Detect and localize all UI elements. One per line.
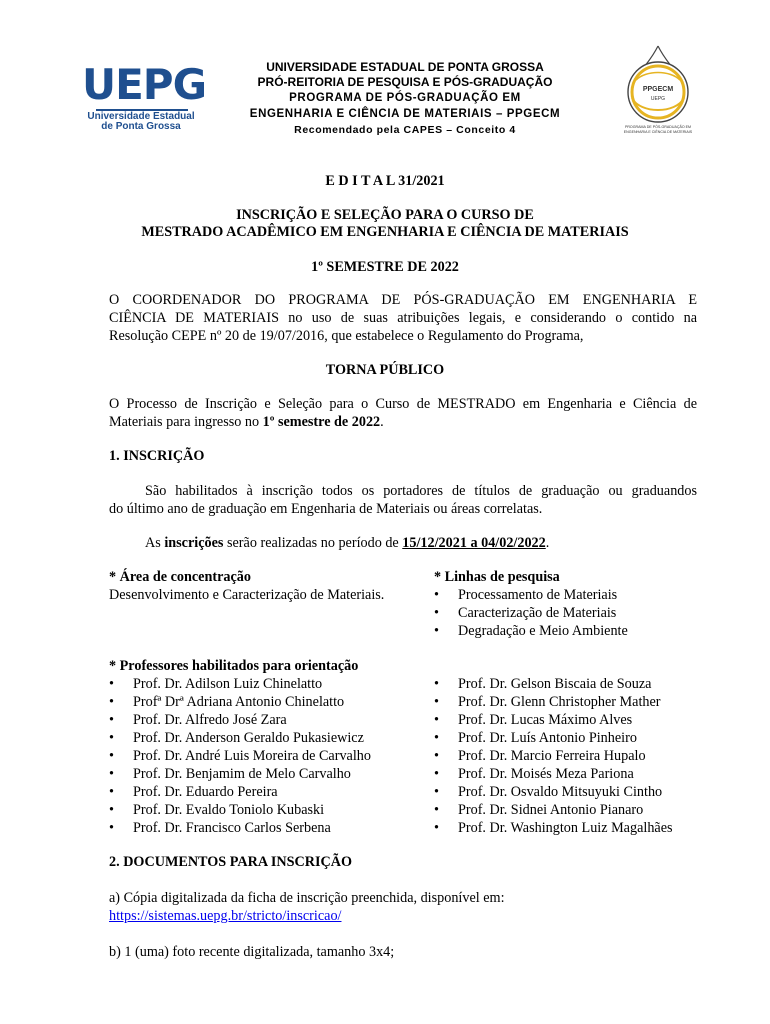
bullet-icon: • [109, 712, 114, 728]
section1-p1-line1: São habilitados à inscrição todos os portadores de títulos de graduação ou graduandos [145, 483, 697, 499]
professor-text: Prof. Dr. Osvaldo Mitsuyuki Cintho [458, 784, 663, 800]
process-text: Materiais para ingresso no [109, 414, 263, 430]
professor-item [434, 801, 673, 819]
research-line-text: Processamento de Materiais [458, 587, 618, 603]
professor-item [434, 693, 673, 711]
profs-label: * Professores habilitados para orientação [109, 658, 359, 674]
process-line1: O Processo de Inscrição e Seleção para o Curso de MESTRADO em Engenharia e Ciência de [109, 396, 697, 412]
bullet-icon: • [434, 820, 439, 836]
professor-text: Prof. Dr. Evaldo Toniolo Kubaski [133, 802, 325, 818]
professor-text: Prof. Dr. André Luis Moreira de Carvalho [133, 748, 371, 764]
program-line1: PROGRAMA DE PÓS-GRADUAÇÃO EM [289, 92, 521, 104]
professor-item [434, 675, 673, 693]
professors-list-right [434, 675, 673, 837]
research-lines-list [434, 586, 628, 640]
research-line-item [434, 604, 628, 622]
professor-text: Prof. Dr. Sidnei Antonio Pianaro [458, 802, 644, 818]
area-value: Desenvolvimento e Caracterização de Materiais. [109, 587, 385, 603]
capes-recommendation: Recomendado pela CAPES – Conceito 4 [294, 124, 516, 136]
professor-item [434, 819, 673, 837]
professor-text: Prof. Dr. Luís Antonio Pinheiro [458, 730, 637, 746]
professor-text: Prof. Dr. Marcio Ferreira Hupalo [458, 748, 646, 764]
research-line-item [434, 622, 628, 640]
professor-item [109, 729, 371, 747]
bullet-icon: • [109, 820, 114, 836]
bullet-icon: • [434, 587, 439, 603]
uepg-logo-subtitle [82, 112, 200, 132]
intro-line2: CIÊNCIA DE MATERIAIS no uso de suas atribuições legais, e considerando o contido na [109, 310, 697, 326]
professor-text: Prof. Dr. Adilson Luiz Chinelatto [133, 676, 323, 692]
bullet-icon: • [109, 766, 114, 782]
bullet-icon: • [434, 784, 439, 800]
process-period: . [380, 414, 384, 430]
p2-a: As [145, 535, 165, 551]
ppgecm-logo [616, 40, 700, 140]
process-line2 [109, 413, 384, 431]
section2-heading: 2. DOCUMENTOS PARA INSCRIÇÃO [109, 854, 353, 870]
professor-text: Prof. Dr. Francisco Carlos Serbena [133, 820, 331, 836]
section1-p2 [145, 534, 549, 552]
professor-text: Prof. Dr. Washington Luiz Magalhães [458, 820, 673, 836]
uepg-logo [82, 60, 207, 132]
professor-text: Prof. Dr. Anderson Geraldo Pukasiewicz [133, 730, 364, 746]
section1-heading: 1. INSCRIÇÃO [109, 448, 205, 464]
professor-item [109, 711, 371, 729]
professor-text: Prof. Dr. Gelson Biscaia de Souza [458, 676, 652, 692]
professor-item [109, 819, 371, 837]
pro-rectory: PRÓ-REITORIA DE PESQUISA E PÓS-GRADUAÇÃO [257, 75, 553, 89]
document-header [205, 60, 605, 138]
professor-text: Prof. Dr. Glenn Christopher Mather [458, 694, 661, 710]
area-label: * Área de concentração [109, 569, 251, 585]
uepg-logo-text: UEPG [82, 60, 207, 109]
professor-item [109, 747, 371, 765]
professor-item [434, 747, 673, 765]
bullet-icon: • [434, 712, 439, 728]
university-name: UNIVERSIDADE ESTADUAL DE PONTA GROSSA [266, 60, 544, 74]
bullet-icon: • [109, 748, 114, 764]
ppgecm-logo-text: PPGECM [642, 86, 674, 93]
p2-period-dates: 15/12/2021 a 04/02/2022 [402, 535, 546, 551]
professor-item [109, 693, 371, 711]
professor-text: Prof. Dr. Alfredo José Zara [133, 712, 287, 728]
bullet-icon: • [434, 766, 439, 782]
torna-publico: TORNA PÚBLICO [325, 362, 445, 378]
edital-title-line1: INSCRIÇÃO E SELEÇÃO PARA O CURSO DE [236, 207, 534, 223]
bullet-icon: • [109, 784, 114, 800]
bullet-icon: • [434, 676, 439, 692]
bullet-icon: • [434, 730, 439, 746]
intro-line1: O COORDENADOR DO PROGRAMA DE PÓS-GRADUAÇÃO EM ENGENHARIA E [109, 292, 697, 308]
edital-title-line2: MESTRADO ACADÊMICO EM ENGENHARIA E CIÊNCIA DE MATERIAIS [141, 224, 629, 240]
uepg-subtitle-line2: de Ponta Grossa [101, 121, 181, 132]
research-line-text: Degradação e Meio Ambiente [458, 623, 628, 639]
bullet-icon: • [434, 694, 439, 710]
professor-text: Prof. Dr. Moisés Meza Pariona [458, 766, 634, 782]
edital-number: E D I T A L 31/2021 [325, 173, 445, 189]
p2-inscricoes: inscrições [164, 535, 224, 551]
p2-c: serão realizadas no período de [223, 535, 403, 551]
professor-item [434, 729, 673, 747]
intro-line3: Resolução CEPE nº 20 de 19/07/2016, que estabelece o Regulamento do Programa, [109, 328, 584, 344]
professor-item [434, 711, 673, 729]
professor-text: Prof. Dr. Lucas Máximo Alves [458, 712, 633, 728]
section2-item-b: b) 1 (uma) foto recente digitalizada, tamanho 3x4; [109, 944, 395, 960]
professor-item [434, 783, 673, 801]
bullet-icon: • [434, 605, 439, 621]
ppgecm-caption-line1: PROGRAMA DE PÓS-GRADUAÇÃO EM [624, 125, 692, 129]
professor-text: Profª Drª Adriana Antonio Chinelatto [133, 694, 345, 710]
semester-title: 1º SEMESTRE DE 2022 [311, 259, 459, 275]
bullet-icon: • [109, 676, 114, 692]
section1-p1-line2: do último ano de graduação em Engenharia de Materiais ou áreas correlatas. [109, 501, 543, 517]
bullet-icon: • [109, 694, 114, 710]
professor-text: Prof. Dr. Benjamim de Melo Carvalho [133, 766, 351, 782]
research-line-text: Caracterização de Materiais [458, 605, 617, 621]
bullet-icon: • [434, 748, 439, 764]
bullet-icon: • [434, 802, 439, 818]
professor-item [109, 765, 371, 783]
p2-e: . [545, 535, 550, 551]
bullet-icon: • [434, 623, 439, 639]
section2-item-a: a) Cópia digitalizada da ficha de inscrição preenchida, disponível em: [109, 890, 505, 906]
professor-text: Prof. Dr. Eduardo Pereira [133, 784, 278, 800]
bullet-icon: • [109, 730, 114, 746]
professor-item [109, 801, 371, 819]
bullet-icon: • [109, 802, 114, 818]
ppgecm-logo-small: UEPG [650, 96, 666, 102]
lines-label: * Linhas de pesquisa [434, 569, 560, 585]
research-line-item [434, 586, 628, 604]
professors-list-left [109, 675, 371, 837]
professor-item [434, 765, 673, 783]
process-semester: 1º semestre de 2022 [262, 414, 381, 430]
uepg-subtitle-line1: Universidade Estadual [87, 111, 195, 122]
inscricao-link[interactable]: https://sistemas.uepg.br/stricto/inscricao/ [109, 908, 342, 924]
professor-item [109, 675, 371, 693]
ppgecm-caption-line2: ENGENHARIA E CIÊNCIA DE MATERIAIS [623, 130, 693, 134]
professor-item [109, 783, 371, 801]
program-line2: ENGENHARIA E CIÊNCIA DE MATERIAIS – PPGECM [249, 108, 561, 120]
